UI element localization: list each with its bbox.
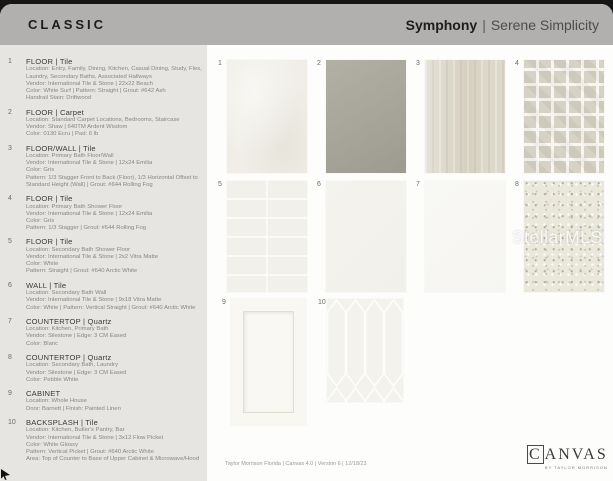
- spec-item-9: [8, 389, 203, 413]
- spec-line: Color: White Glossy: [26, 441, 79, 448]
- spec-item-title: WALL | Tile: [26, 280, 67, 290]
- picket-pattern-graphic: [327, 299, 403, 402]
- spec-item-title: FLOOR | Tile: [26, 194, 73, 204]
- theme-style: Serene Simplicity: [490, 16, 599, 33]
- swatch-white-surf-tile: [218, 60, 307, 173]
- spec-line: Pattern: 1/3 Stagger | Grout: #644 Rolling Fog: [26, 225, 147, 232]
- spec-line: Color: White: [26, 261, 59, 268]
- spec-item-10: [8, 418, 203, 464]
- header-bar: [0, 4, 613, 45]
- spec-line: Vendor: International Tile & Stone | 22x22 Beach: [26, 80, 153, 87]
- spec-line: Location: Entry, Family, Dining, Kitchen, Casual Dining, Study, Flex, Laundry, Secondary Baths, Associated Hallways: [26, 66, 202, 80]
- spec-item-number: 6: [8, 281, 12, 289]
- spec-item-title: COUNTERTOP | Quartz: [26, 316, 112, 326]
- spec-item-8: [8, 353, 203, 384]
- spec-list: [0, 45, 207, 481]
- swatch-grid: [207, 45, 613, 481]
- swatch-vitra-matte-tile: [317, 181, 406, 292]
- spec-line: Area: Top of Counter to Base of Upper Cabinet & Microwave/Hood: [26, 456, 200, 463]
- swatch-number: 8: [515, 181, 519, 188]
- swatch-number: 9: [222, 299, 226, 306]
- canvas-logo-subtitle: BY TAYLOR MORRISON: [544, 465, 608, 470]
- spec-item-4: [8, 194, 203, 232]
- spec-item-title: COUNTERTOP | Quartz: [26, 352, 112, 362]
- spec-line: Color: Blanc: [26, 340, 59, 347]
- swatch-carpet: [317, 60, 406, 173]
- swatch-number: 4: [515, 60, 519, 67]
- swatch-number: 6: [317, 181, 321, 188]
- swatch-number: 7: [416, 181, 420, 188]
- spec-item-2: [8, 108, 203, 139]
- spec-line: Location: Secondary Bath, Laundry: [26, 362, 119, 369]
- spec-line: Vendor: International Tile & Stone | 12x24 Emilia: [26, 160, 153, 167]
- canvas-logo-word: [527, 446, 608, 464]
- spec-line: Color: Pebble White: [26, 376, 79, 383]
- spec-item-3: [8, 144, 203, 190]
- spec-line: Vendor: International Tile & Stone | 2x2 Vitra Matte: [26, 254, 159, 261]
- spec-item-number: 10: [8, 418, 16, 426]
- spec-item-number: 3: [8, 144, 12, 152]
- swatch-number: 5: [218, 181, 222, 188]
- spec-line: Vendor: Shaw | 640TM Ardent Wisdom: [26, 124, 128, 131]
- spec-line: Vendor: International Tile & Stone | 3x12 Flow Picket: [26, 434, 164, 441]
- theme-name: Symphony: [405, 16, 478, 33]
- canvas-logo-rest: ANVAS: [544, 446, 608, 463]
- swatch-number: 10: [318, 299, 326, 306]
- spec-item-number: 5: [8, 238, 12, 246]
- spec-item-number: 2: [8, 108, 12, 116]
- cabinet-door-panel: [244, 312, 293, 412]
- collection-title: CLASSIC: [28, 17, 107, 32]
- spec-item-number: 4: [8, 195, 12, 203]
- spec-line: Location: Standard Carpet Locations, Bedrooms, Staircase: [26, 116, 180, 123]
- footer-version-text: Taylor Morrison Florida | Canvas 4.0 | Version 6 | 12/18/23: [225, 461, 367, 467]
- spec-line: Location: Primary Bath Shower Floor: [26, 203, 123, 210]
- swatch-picket-backsplash: [318, 299, 403, 402]
- spec-line: Location: Secondary Bath Wall: [26, 290, 107, 297]
- canvas-logo-boxed-c: C: [529, 446, 542, 463]
- spec-item-5: [8, 237, 203, 275]
- spec-line: Handrail Stain: Driftwood: [26, 95, 92, 102]
- spec-line: Door: Barnett | Finish: Painted Linen: [26, 405, 121, 412]
- spec-line: Location: Primary Bath Floor/Wall: [26, 153, 114, 160]
- spec-line: Vendor: Silestone | Edge: 3 CM Eased: [26, 333, 127, 340]
- spec-line: Location: Kitchen, Butler's Pantry, Bar: [26, 427, 125, 434]
- spec-line: Pattern: Straight | Grout: #640 Arctic White: [26, 268, 138, 275]
- swatch-blanc-quartz: [416, 181, 505, 292]
- spec-line: Color: 0130 Ecru | Pad: 6 lb: [26, 131, 99, 138]
- swatch-number: 3: [416, 60, 420, 67]
- spec-line: Location: Whole House: [26, 398, 87, 405]
- spec-item-title: FLOOR | Tile: [26, 237, 73, 247]
- spec-line: Pattern: 1/3 Stagger Front to Back (Floor), 1/3 Horizontal Offset to Standard Height (Wall) | Grout: #644 Rolling Fog: [26, 174, 198, 188]
- spec-item-number: 8: [8, 353, 12, 361]
- spec-item-number: 7: [8, 317, 12, 325]
- spec-item-title: FLOOR | Carpet: [26, 107, 84, 117]
- spec-item-title: BACKSPLASH | Tile: [26, 417, 99, 427]
- spec-line: Pattern: Vertical Picket | Grout: #640 Arctic White: [26, 448, 154, 455]
- spec-item-title: FLOOR/WALL | Tile: [26, 143, 96, 153]
- canvas-logo: [527, 446, 608, 470]
- swatch-mosaic-tile: [515, 60, 604, 173]
- spec-line: Vendor: International Tile & Stone | 12x24 Emilia: [26, 210, 153, 217]
- spec-item-title: FLOOR | Tile: [26, 57, 73, 66]
- spec-line: Color: White Surf | Pattern: Straight | Grout: #642 Ash: [26, 88, 166, 95]
- swatch-number: 2: [317, 60, 321, 67]
- spec-item-6: [8, 281, 203, 312]
- spec-item-number: 9: [8, 389, 12, 397]
- theme-title: [406, 17, 599, 33]
- swatch-emilia-gris-tile: [416, 60, 505, 173]
- spec-line: Color: Gris: [26, 167, 55, 174]
- swatch-stacked-tile: [218, 181, 307, 292]
- swatch-cabinet-door: [222, 299, 306, 425]
- spec-line: Color: Gris: [26, 217, 55, 224]
- swatch-number: 1: [218, 60, 222, 67]
- document-card: [0, 4, 613, 481]
- spec-line: Vendor: Silestone | Edge: 3 CM Eased: [26, 369, 127, 376]
- stellar-mls-watermark: StellarMLS: [512, 227, 603, 247]
- spec-line: Vendor: International Tile & Stone | 9x18 Vitra Matte: [26, 297, 162, 304]
- spec-line: Location: Kitchen, Primary Bath: [26, 326, 109, 333]
- spec-item-1: [8, 57, 203, 103]
- spec-line: Color: White | Pattern: Vertical Straight | Grout: #640 Arctic White: [26, 304, 196, 311]
- spec-item-7: [8, 317, 203, 348]
- spec-item-number: 1: [8, 58, 12, 65]
- spec-line: Location: Secondary Bath Shower Floor: [26, 246, 131, 253]
- theme-separator: |: [482, 16, 486, 33]
- spec-item-title: CABINET: [26, 388, 61, 398]
